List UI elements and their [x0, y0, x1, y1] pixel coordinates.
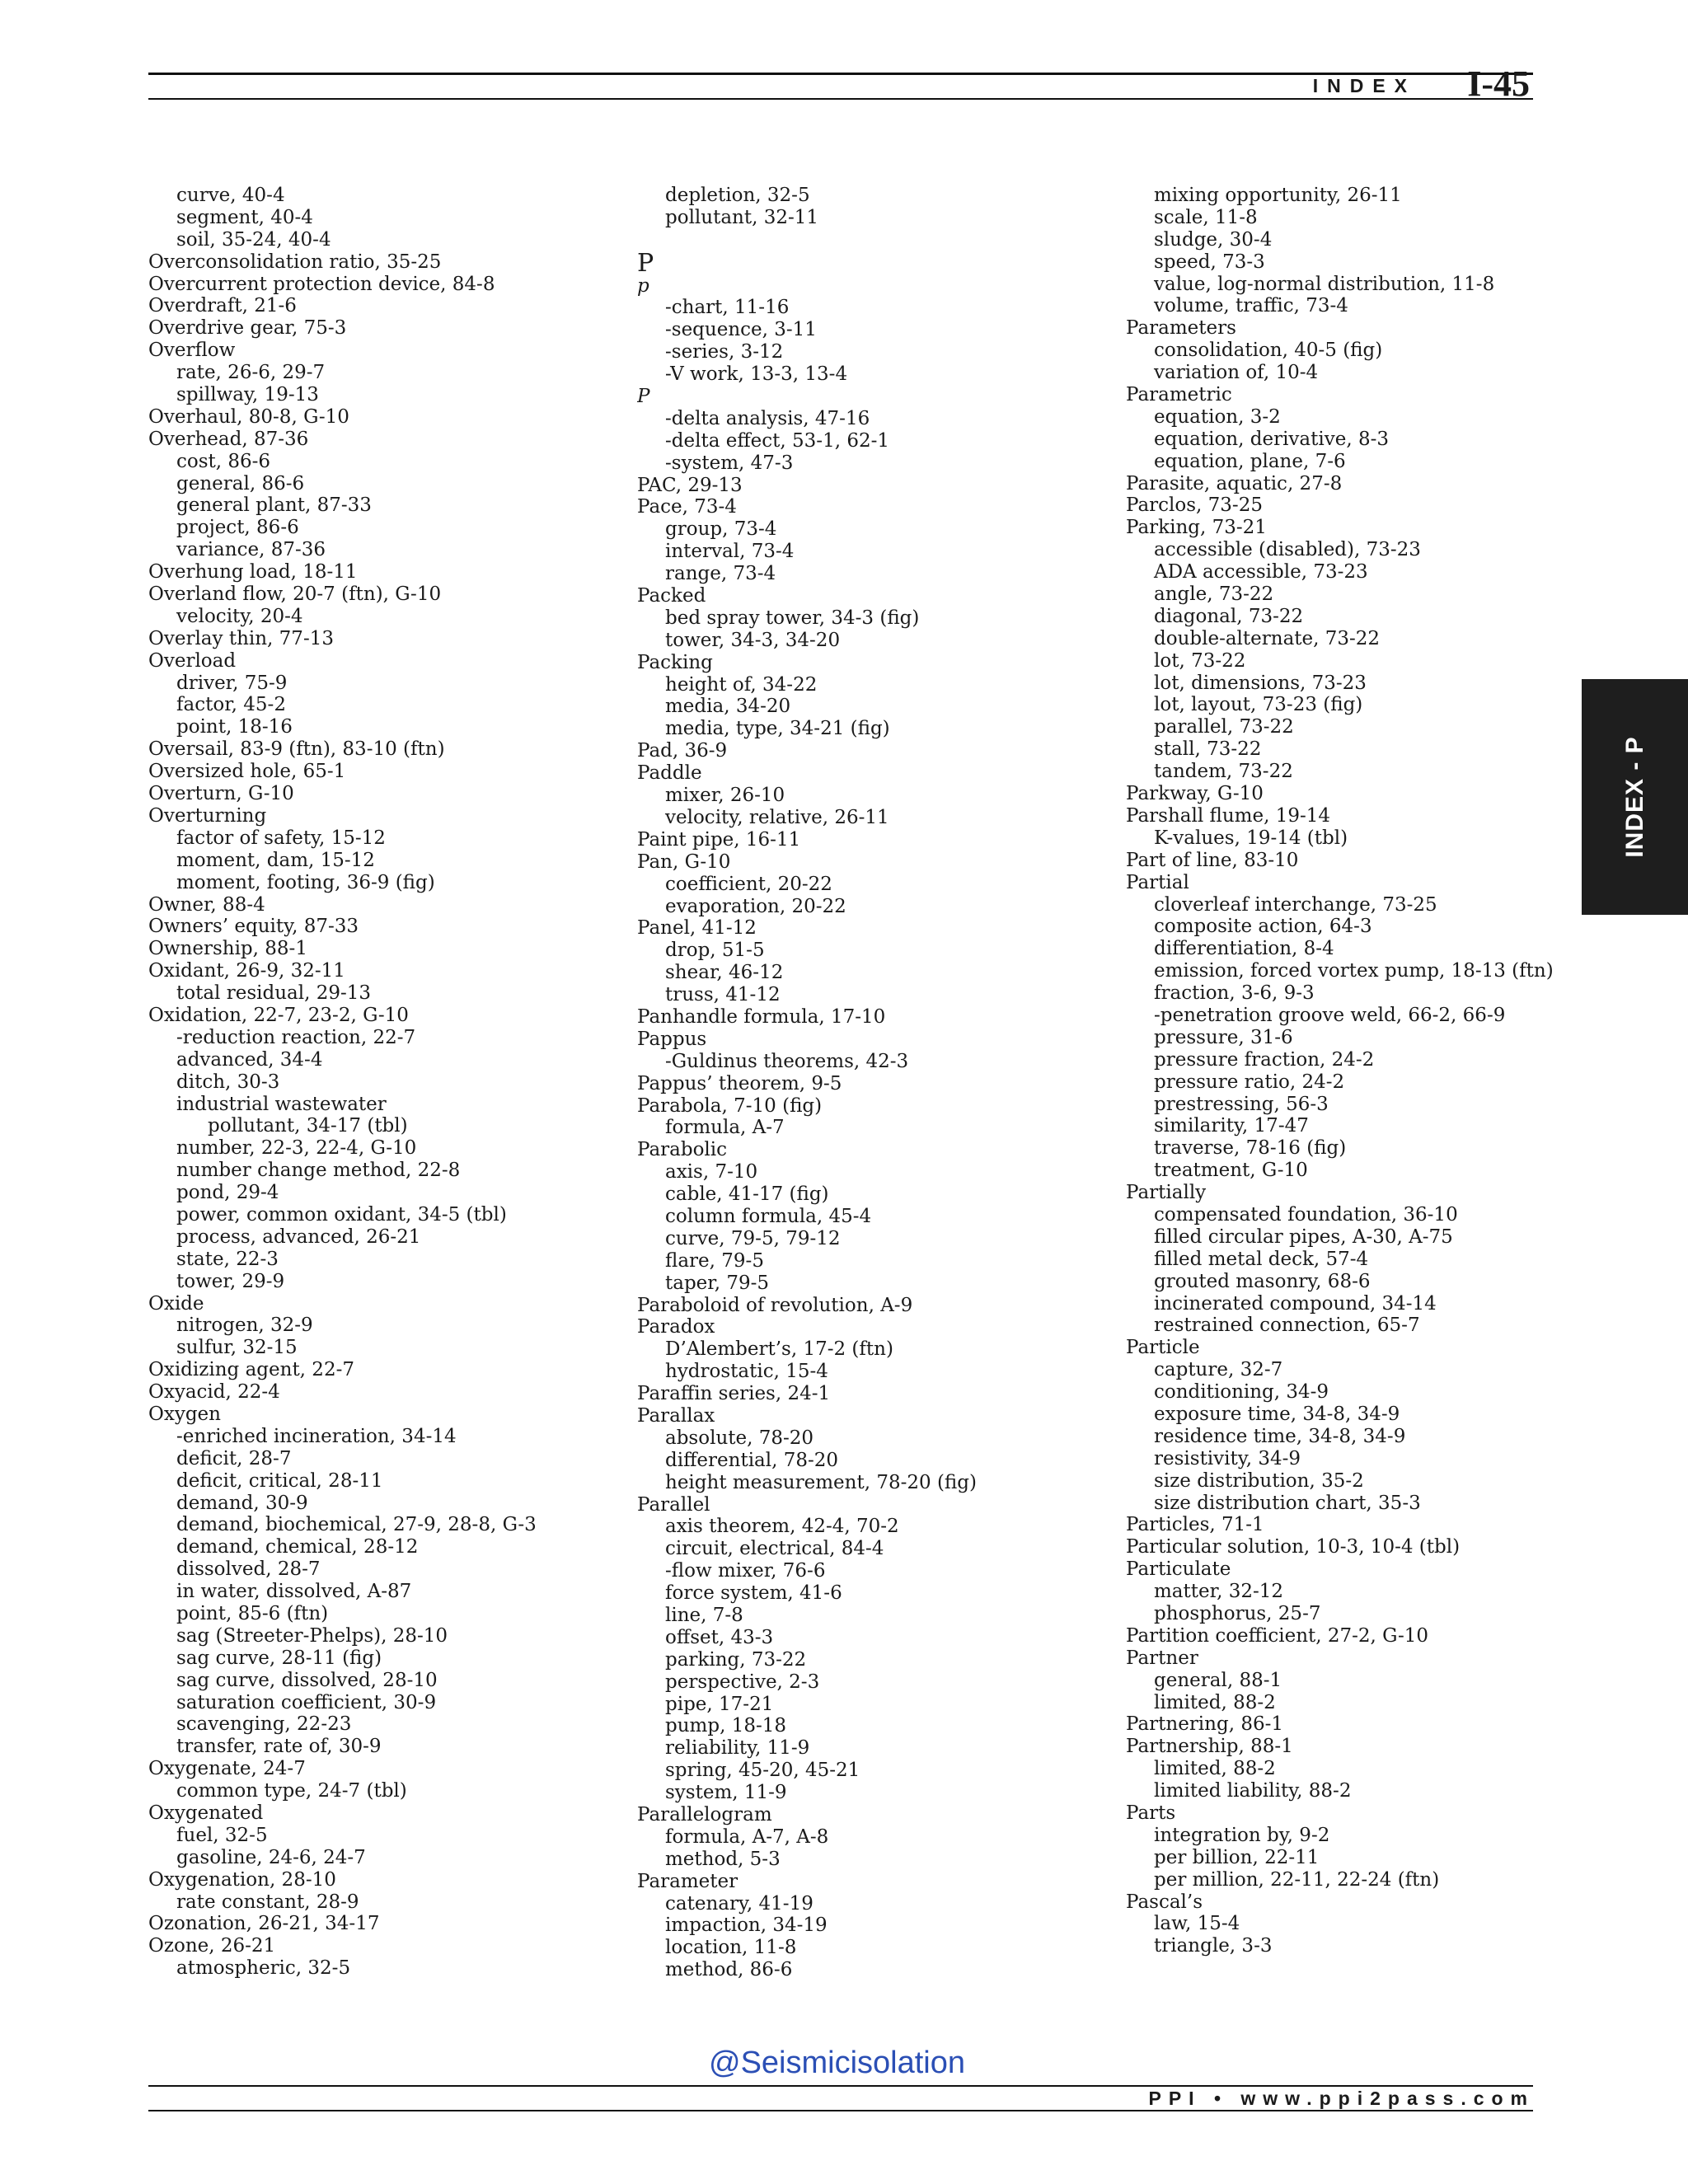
index-subentry: integration by, 9-2	[1154, 1824, 1330, 1846]
index-entry: Parshall flume, 19-14	[1126, 804, 1331, 827]
index-entry: Paddle	[637, 762, 702, 785]
index-entry: Parclos, 73-25	[1126, 494, 1263, 517]
index-subentry: pollutant, 32-11	[665, 206, 819, 228]
index-subentry: catenary, 41-19	[665, 1892, 814, 1915]
index-subentry: prestressing, 56-3	[1154, 1093, 1329, 1115]
index-entry: Ownership, 88-1	[148, 938, 307, 960]
index-entry: Packed	[637, 585, 706, 607]
index-entry: Panel, 41-12	[637, 917, 757, 940]
index-subentry: spring, 45-20, 45-21	[665, 1760, 860, 1782]
index-entry-symbol: P	[637, 386, 650, 408]
index-subentry: process, advanced, 26-21	[176, 1226, 421, 1248]
index-subentry: sludge, 30-4	[1154, 228, 1273, 251]
index-entry: Partner	[1126, 1647, 1198, 1669]
index-subentry: capture, 32-7	[1154, 1359, 1283, 1381]
index-subentry: differentiation, 8-4	[1154, 938, 1334, 960]
index-subentry: tower, 29-9	[176, 1270, 285, 1292]
index-subentry: method, 86-6	[665, 1959, 793, 1981]
index-entry: Pappus’ theorem, 9-5	[637, 1072, 842, 1094]
index-subentry: parking, 73-22	[665, 1648, 807, 1671]
index-subentry: triangle, 3-3	[1154, 1935, 1273, 1957]
index-subentry: soil, 35-24, 40-4	[176, 228, 331, 251]
index-subentry: lot, dimensions, 73-23	[1154, 672, 1367, 694]
index-entry: Oxygenation, 28-10	[148, 1868, 336, 1891]
index-subentry: media, 34-20	[665, 696, 791, 718]
index-subentry: point, 85-6 (ftn)	[176, 1603, 329, 1624]
index-subentry: sag (Streeter-Phelps), 28-10	[176, 1624, 448, 1647]
index-subentry: -system, 47-3	[665, 452, 794, 474]
index-subentry: traverse, 78-16 (fig)	[1154, 1137, 1347, 1160]
index-entry-symbol: p	[637, 274, 649, 297]
index-subentry: treatment, G-10	[1154, 1160, 1308, 1182]
index-subentry: axis theorem, 42-4, 70-2	[665, 1516, 899, 1538]
index-entry: Paraboloid of revolution, A-9	[637, 1294, 913, 1316]
index-entry: Oxygenate, 24-7	[148, 1758, 306, 1780]
index-subentry: per million, 22-11, 22-24 (ftn)	[1154, 1868, 1440, 1891]
index-entry: Overlay thin, 77-13	[148, 627, 334, 649]
index-subentry: segment, 40-4	[176, 206, 313, 228]
index-subentry: rate, 26-6, 29-7	[176, 362, 326, 384]
index-subentry: parallel, 73-22	[1154, 716, 1294, 738]
index-entry: Parameters	[1126, 317, 1236, 340]
index-subentry: compensated foundation, 36-10	[1154, 1203, 1458, 1226]
index-subentry: matter, 32-12	[1154, 1581, 1284, 1603]
index-subentry: fraction, 3-6, 9-3	[1154, 982, 1315, 1005]
index-subentry: scale, 11-8	[1154, 206, 1258, 228]
index-subentry: lot, layout, 73-23 (fig)	[1154, 694, 1363, 716]
index-subentry: total residual, 29-13	[176, 982, 372, 1005]
index-subentry: cost, 86-6	[176, 450, 271, 472]
index-column-2	[637, 185, 1123, 1981]
index-subentry: ADA accessible, 73-23	[1154, 561, 1368, 583]
index-subentry: equation, derivative, 8-3	[1154, 428, 1389, 450]
index-subentry: equation, plane, 7-6	[1154, 450, 1346, 472]
index-entry: Overdraft, 21-6	[148, 295, 297, 317]
index-subentry: line, 7-8	[665, 1605, 743, 1626]
index-subentry: limited liability, 88-2	[1154, 1780, 1352, 1802]
index-subentry: sulfur, 32-15	[176, 1337, 298, 1359]
index-subentry: common type, 24-7 (tbl)	[176, 1780, 407, 1802]
index-subentry: bed spray tower, 34-3 (fig)	[665, 607, 920, 629]
index-entry: Parasite, aquatic, 27-8	[1126, 472, 1343, 494]
index-subentry: restrained connection, 65-7	[1154, 1315, 1420, 1337]
index-subentry: drop, 51-5	[665, 940, 765, 962]
index-subentry: tower, 34-3, 34-20	[665, 629, 841, 651]
index-subentry: size distribution, 35-2	[1154, 1469, 1364, 1492]
index-entry: Parabola, 7-10 (fig)	[637, 1094, 823, 1117]
index-subentry: D’Alembert’s, 17-2 (ftn)	[665, 1338, 893, 1361]
index-entry: Overland flow, 20-7 (ftn), G-10	[148, 583, 442, 606]
index-entry: Particles, 71-1	[1126, 1514, 1264, 1536]
index-subentry: size distribution chart, 35-3	[1154, 1492, 1421, 1514]
index-subentry: factor of safety, 15-12	[176, 827, 386, 849]
index-subentry: -Guldinus theorems, 42-3	[665, 1050, 909, 1072]
index-entry: Overconsolidation ratio, 35-25	[148, 251, 442, 273]
index-subentry: absolute, 78-20	[665, 1427, 814, 1449]
index-subentry: -V work, 13-3, 13-4	[665, 363, 848, 386]
index-subentry: factor, 45-2	[176, 694, 286, 716]
index-subentry: saturation coefficient, 30-9	[176, 1691, 437, 1713]
index-column-3	[1126, 185, 1612, 1957]
index-subentry: pressure, 31-6	[1154, 1026, 1293, 1048]
index-subentry: force system, 41-6	[665, 1582, 842, 1605]
index-subentry: cable, 41-17 (fig)	[665, 1183, 829, 1206]
index-subentry: demand, 30-9	[176, 1492, 308, 1514]
index-subentry: exposure time, 34-8, 34-9	[1154, 1403, 1400, 1425]
index-entry: Owners’ equity, 87-33	[148, 916, 359, 938]
index-entry: Parallel	[637, 1493, 710, 1516]
index-subentry: column formula, 45-4	[665, 1205, 872, 1227]
index-subentry: atmospheric, 32-5	[176, 1957, 351, 1980]
index-entry: Oversail, 83-9 (ftn), 83-10 (ftn)	[148, 738, 445, 761]
index-subentry: formula, A-7	[665, 1117, 785, 1139]
index-entry: Oxidation, 22-7, 23-2, G-10	[148, 1004, 409, 1026]
index-subentry: hydrostatic, 15-4	[665, 1361, 828, 1383]
index-subentry: truss, 41-12	[665, 984, 781, 1006]
section-thumb-tab-label: INDEX - P	[1620, 736, 1648, 858]
index-subentry: composite action, 64-3	[1154, 916, 1372, 938]
index-subentry: in water, dissolved, A-87	[176, 1581, 412, 1603]
index-subentry: ditch, 30-3	[176, 1071, 280, 1093]
index-subentry: point, 18-16	[176, 716, 293, 738]
index-subentry: lot, 73-22	[1154, 649, 1246, 672]
index-subentry: -delta analysis, 47-16	[665, 407, 870, 429]
index-subentry: moment, footing, 36-9 (fig)	[176, 871, 435, 893]
index-entry: Partnership, 88-1	[1126, 1736, 1293, 1758]
index-subentry: curve, 40-4	[176, 185, 285, 206]
index-subentry: industrial wastewater	[176, 1093, 387, 1115]
index-subentry: perspective, 2-3	[665, 1671, 820, 1693]
index-entry: Parking, 73-21	[1126, 517, 1267, 539]
index-entry: Overturning	[148, 804, 267, 827]
index-entry: Partition coefficient, 27-2, G-10	[1126, 1624, 1429, 1647]
index-subentry: demand, chemical, 28-12	[176, 1536, 419, 1558]
index-entry: Parallax	[637, 1404, 715, 1427]
index-entry: Overhead, 87-36	[148, 428, 309, 450]
index-subentry: coefficient, 20-22	[665, 873, 832, 895]
index-subentry: -sequence, 3-11	[665, 319, 817, 341]
index-subentry: phosphorus, 25-7	[1154, 1603, 1321, 1624]
index-subentry: cloverleaf interchange, 73-25	[1154, 893, 1437, 916]
index-subentry: -reduction reaction, 22-7	[176, 1026, 416, 1048]
index-subentry: height of, 34-22	[665, 673, 818, 696]
index-subentry: evaporation, 20-22	[665, 895, 846, 917]
index-entry: Part of line, 83-10	[1126, 849, 1299, 871]
index-subentry: power, common oxidant, 34-5 (tbl)	[176, 1203, 507, 1226]
index-entry: Parabolic	[637, 1139, 728, 1161]
index-subentry: conditioning, 34-9	[1154, 1381, 1329, 1404]
index-subentry: rate constant, 28-9	[176, 1891, 359, 1913]
header-rule-bottom	[148, 98, 1533, 100]
index-subentry: variation of, 10-4	[1154, 362, 1319, 384]
index-subentry: pressure ratio, 24-2	[1154, 1071, 1345, 1093]
index-subentry: gasoline, 24-6, 24-7	[176, 1846, 366, 1868]
index-subentry: nitrogen, 32-9	[176, 1315, 313, 1337]
index-entry: Overflow	[148, 340, 236, 362]
index-subentry: system, 11-9	[665, 1782, 787, 1804]
index-entry: Overcurrent protection device, 84-8	[148, 273, 495, 295]
index-subentry: filled metal deck, 57-4	[1154, 1248, 1369, 1270]
index-subentry: grouted masonry, 68-6	[1154, 1270, 1371, 1292]
index-subentry: filled circular pipes, A-30, A-75	[1154, 1226, 1453, 1248]
index-subentry: K-values, 19-14 (tbl)	[1154, 827, 1348, 849]
index-subentry: similarity, 17-47	[1154, 1115, 1309, 1137]
watermark: @Seismicisolation	[709, 2046, 966, 2080]
index-subentry: stall, 73-22	[1154, 738, 1262, 761]
index-subentry: dissolved, 28-7	[176, 1558, 321, 1581]
index-subentry: residence time, 34-8, 34-9	[1154, 1425, 1406, 1447]
index-subentry: tandem, 73-22	[1154, 761, 1293, 783]
index-subentry: -series, 3-12	[665, 341, 784, 363]
running-header-label: INDEX	[1312, 75, 1416, 96]
index-subentry: group, 73-4	[665, 518, 777, 541]
index-subentry: demand, biochemical, 27-9, 28-8, G-3	[176, 1514, 537, 1536]
index-subentry: general, 86-6	[176, 472, 305, 494]
section-spacer	[637, 229, 1123, 251]
index-subentry: general plant, 87-33	[176, 494, 372, 517]
index-entry: Oxidizing agent, 22-7	[148, 1359, 354, 1381]
index-entry: Pad, 36-9	[637, 740, 728, 762]
index-entry: Overturn, G-10	[148, 783, 294, 805]
index-subentry: moment, dam, 15-12	[176, 849, 375, 871]
index-subentry: sag curve, 28-11 (fig)	[176, 1647, 382, 1669]
index-subentry: scavenging, 22-23	[176, 1713, 352, 1736]
index-subentry: consolidation, 40-5 (fig)	[1154, 340, 1383, 362]
index-subentry: deficit, critical, 28-11	[176, 1469, 383, 1492]
index-entry: Particular solution, 10-3, 10-4 (tbl)	[1126, 1536, 1461, 1558]
index-subentry: emission, forced vortex pump, 18-13 (ftn)	[1154, 960, 1554, 982]
index-subentry: number, 22-3, 22-4, G-10	[176, 1137, 417, 1160]
index-subentry: method, 5-3	[665, 1848, 781, 1870]
index-entry: Oversized hole, 65-1	[148, 761, 346, 783]
index-subentry: -flow mixer, 76-6	[665, 1560, 826, 1582]
index-entry: Partial	[1126, 871, 1189, 893]
index-subentry: driver, 75-9	[176, 672, 288, 694]
index-subentry: accessible (disabled), 73-23	[1154, 539, 1421, 561]
index-subentry: number change method, 22-8	[176, 1160, 461, 1182]
index-entry: Particle	[1126, 1337, 1200, 1359]
index-subentry: media, type, 34-21 (fig)	[665, 718, 890, 740]
index-entry: Ozone, 26-21	[148, 1935, 276, 1957]
index-entry: Paint pipe, 16-11	[637, 828, 801, 851]
index-subentry: volume, traffic, 73-4	[1154, 295, 1348, 317]
index-entry: Pascal’s	[1126, 1891, 1203, 1913]
index-subentry: reliability, 11-9	[665, 1737, 810, 1760]
index-subentry: mixer, 26-10	[665, 785, 785, 807]
index-entry: Pace, 73-4	[637, 496, 737, 518]
index-subentry: axis, 7-10	[665, 1161, 758, 1183]
index-entry: Parametric	[1126, 384, 1232, 406]
index-subentry: impaction, 34-19	[665, 1915, 828, 1937]
index-subentry: incinerated compound, 34-14	[1154, 1292, 1437, 1315]
index-entry: Oxygenated	[148, 1802, 264, 1825]
index-subentry: shear, 46-12	[665, 962, 784, 984]
footer-publisher-url: PPI • www.ppi2pass.com	[1148, 2088, 1535, 2109]
index-column-1	[148, 185, 635, 1980]
index-subentry: diagonal, 73-22	[1154, 605, 1304, 627]
index-subentry: per billion, 22-11	[1154, 1846, 1320, 1868]
index-subentry: project, 86-6	[176, 517, 299, 539]
index-entry: Oxygen	[148, 1403, 221, 1425]
index-subentry: angle, 73-22	[1154, 583, 1274, 606]
index-entry: Partnering, 86-1	[1126, 1713, 1283, 1736]
index-entry: Overhaul, 80-8, G-10	[148, 405, 349, 428]
index-entry: PAC, 29-13	[637, 474, 743, 496]
index-subentry: equation, 3-2	[1154, 405, 1281, 428]
index-subentry: mixing opportunity, 26-11	[1154, 185, 1402, 206]
index-subentry: advanced, 34-4	[176, 1048, 323, 1071]
index-subentry: curve, 79-5, 79-12	[665, 1227, 841, 1249]
index-subentry: value, log-normal distribution, 11-8	[1154, 273, 1495, 295]
index-entry: Oxidant, 26-9, 32-11	[148, 960, 345, 982]
index-subentry: limited, 88-2	[1154, 1758, 1276, 1780]
index-subentry: state, 22-3	[176, 1248, 279, 1270]
index-subentry: height measurement, 78-20 (fig)	[665, 1471, 977, 1493]
index-subentry: -delta effect, 53-1, 62-1	[665, 429, 890, 452]
index-subentry: sag curve, dissolved, 28-10	[176, 1669, 438, 1691]
index-subentry: location, 11-8	[665, 1937, 797, 1959]
index-entry: Overload	[148, 649, 237, 672]
index-subentry: law, 15-4	[1154, 1913, 1240, 1935]
index-subentry: fuel, 32-5	[176, 1824, 268, 1846]
index-entry: Parallelogram	[637, 1804, 772, 1826]
index-entry: Packing	[637, 651, 713, 673]
index-subentry: deficit, 28-7	[176, 1447, 292, 1469]
index-subentry: general, 88-1	[1154, 1669, 1282, 1691]
index-subentry: flare, 79-5	[665, 1249, 764, 1272]
section-letter-heading: P	[637, 251, 654, 275]
index-subentry: -penetration groove weld, 66-2, 66-9	[1154, 1004, 1506, 1026]
index-subentry: velocity, 20-4	[176, 605, 303, 627]
index-entry: Overdrive gear, 75-3	[148, 317, 347, 340]
index-subentry: -chart, 11-16	[665, 297, 790, 319]
index-subentry: pipe, 17-21	[665, 1693, 774, 1715]
index-subentry: transfer, rate of, 30-9	[176, 1736, 382, 1758]
index-entry: Parkway, G-10	[1126, 783, 1264, 805]
index-subentry: double-alternate, 73-22	[1154, 627, 1381, 649]
index-entry: Paraffin series, 24-1	[637, 1383, 831, 1405]
index-subentry: pump, 18-18	[665, 1715, 786, 1737]
index-subentry: circuit, electrical, 84-4	[665, 1538, 884, 1560]
index-subentry: formula, A-7, A-8	[665, 1825, 829, 1848]
index-subentry: depletion, 32-5	[665, 185, 810, 206]
index-subentry: pond, 29-4	[176, 1182, 279, 1204]
index-entry: Oxyacid, 22-4	[148, 1381, 280, 1404]
index-subentry: resistivity, 34-9	[1154, 1447, 1301, 1469]
index-subentry: limited, 88-2	[1154, 1691, 1276, 1713]
index-entry: Oxide	[148, 1292, 204, 1315]
footer-rule-bottom	[148, 2110, 1533, 2111]
index-subentry-continuation: pollutant, 34-17 (tbl)	[208, 1115, 408, 1137]
index-subentry: spillway, 19-13	[176, 384, 319, 406]
index-subentry: differential, 78-20	[665, 1449, 839, 1471]
index-subentry: variance, 87-36	[176, 539, 326, 561]
index-subentry: offset, 43-3	[665, 1626, 774, 1648]
index-subentry: -enriched incineration, 34-14	[176, 1425, 457, 1447]
index-entry: Pan, G-10	[637, 851, 731, 873]
index-entry: Owner, 88-4	[148, 893, 265, 916]
index-subentry: range, 73-4	[665, 563, 776, 585]
index-subentry: interval, 73-4	[665, 541, 795, 563]
index-entry: Panhandle formula, 17-10	[637, 1005, 886, 1028]
index-entry: Overhung load, 18-11	[148, 561, 358, 583]
index-subentry: pressure fraction, 24-2	[1154, 1048, 1375, 1071]
index-entry: Pappus	[637, 1028, 707, 1050]
index-subentry: velocity, relative, 26-11	[665, 806, 889, 828]
index-entry: Particulate	[1126, 1558, 1231, 1581]
index-entry: Partially	[1126, 1182, 1207, 1204]
index-entry: Paradox	[637, 1316, 715, 1338]
index-entry: Parameter	[637, 1870, 738, 1892]
index-entry: Ozonation, 26-21, 34-17	[148, 1913, 380, 1935]
index-subentry: speed, 73-3	[1154, 251, 1265, 273]
page-number: I-45	[1467, 63, 1530, 104]
index-subentry: taper, 79-5	[665, 1272, 770, 1294]
index-entry: Parts	[1126, 1802, 1176, 1825]
